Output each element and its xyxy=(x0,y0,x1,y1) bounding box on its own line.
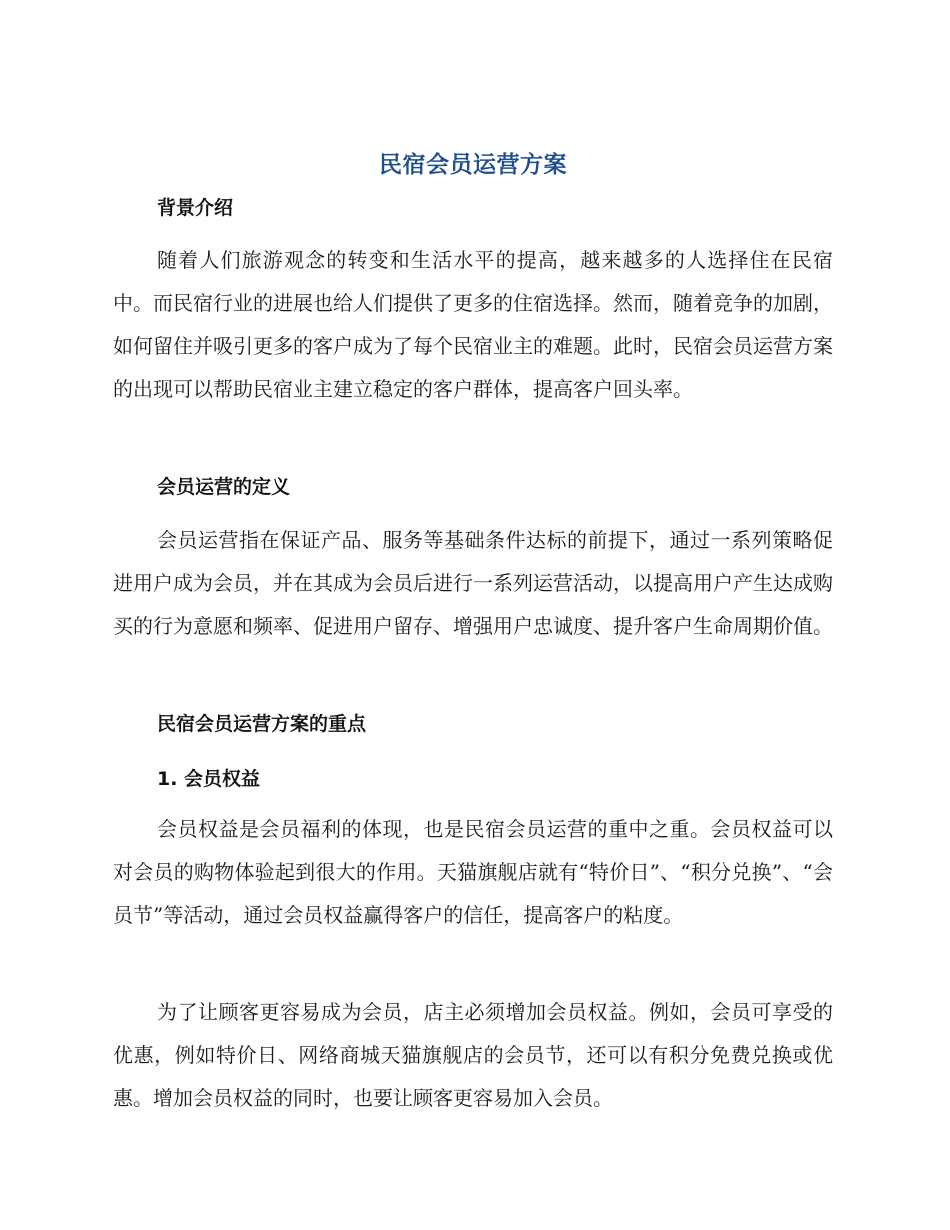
paragraph-member-benefits-1: 会员权益是会员福利的体现，也是民宿会员运营的重中之重。会员权益可以对会员的购物体验起到很大的作用。天猫旗舰店就有“特价日”、“积分兑换”、“会员节”等活动，通过会员权益赢得客户的信任，提高客户的粘度。 xyxy=(113,817,833,927)
paragraph-background: 随着人们旅游观念的转变和生活水平的提高，越来越多的人选择住在民宿中。而民宿行业的进展也给人们提供了更多的住宿选择。然而，随着竞争的加剧，如何留住并吸引更多的客户成为了每个民宿业主的难题。此时，民宿会员运营方案的出现可以帮助民宿业主建立稳定的客户群体，提高客户回头率。 xyxy=(113,248,833,401)
paragraph-member-benefits-2: 为了让顾客更容易成为会员，店主必须增加会员权益。例如，会员可享受的优惠，例如特价日、网络商城天猫旗舰店的会员节，还可以有积分免费兑换或优惠。增加会员权益的同时，也要让顾客更容易加入会员。 xyxy=(113,1000,833,1110)
document-title: 民宿会员运营方案 xyxy=(379,152,567,178)
section-heading-key-points: 民宿会员运营方案的重点 xyxy=(157,713,367,735)
paragraph-definition: 会员运营指在保证产品、服务等基础条件达标的前提下，通过一系列策略促进用户成为会员，并在其成为会员后进行一系列运营活动，以提高用户产生达成购买的行为意愿和频率、促进用户留存、增强用户忠诚度、提升客户生命周期价值。 xyxy=(113,528,833,638)
section-heading-definition: 会员运营的定义 xyxy=(157,476,291,498)
subsection-heading-member-benefits: 1. 会员权益 xyxy=(157,768,261,790)
section-heading-background: 背景介绍 xyxy=(157,197,234,219)
